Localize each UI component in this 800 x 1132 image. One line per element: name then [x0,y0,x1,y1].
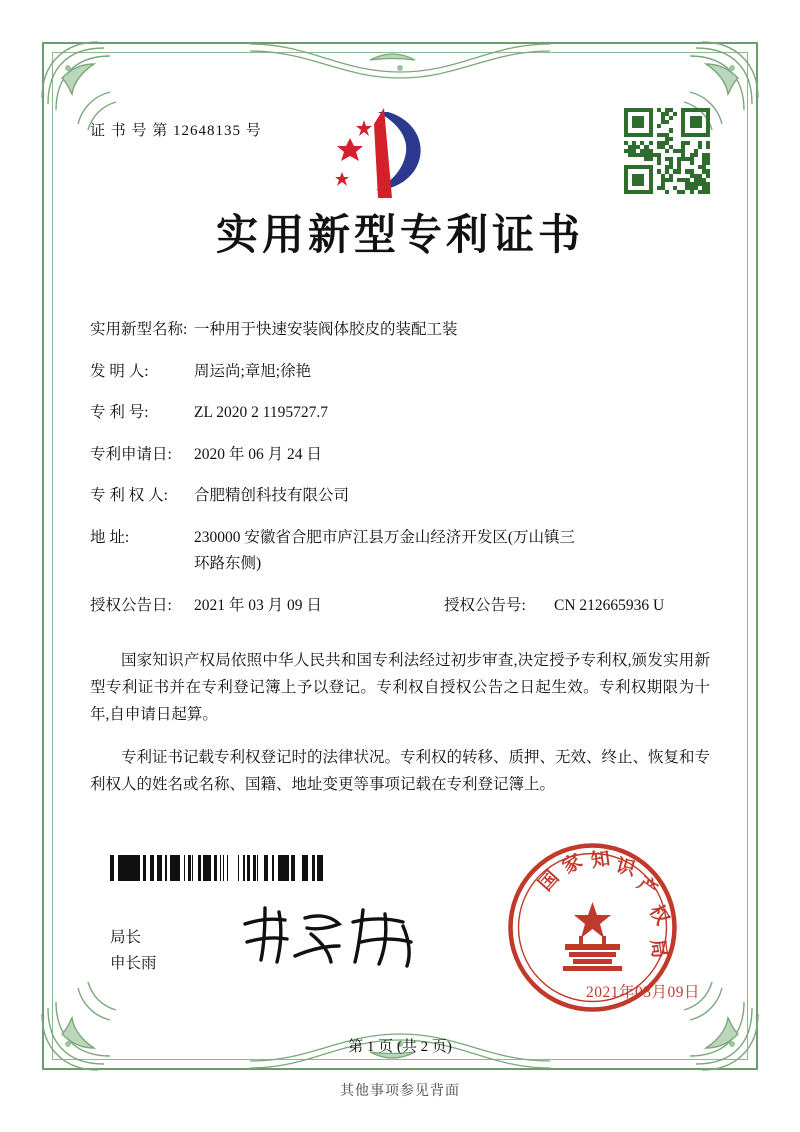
field-row-patentee [90,488,710,504]
field-label: 发 明 人: [90,362,149,380]
svg-text:知: 知 [589,847,612,872]
field-value: 合肥精创科技有限公司 [194,487,350,504]
field-value: 230000 安徽省合肥市庐江县万金山经济开发区(万山镇三 [194,528,576,546]
corner-ornament-icon [38,964,148,1074]
signature-block [110,925,157,978]
svg-text:局: 局 [646,937,671,960]
svg-text:识: 识 [613,854,638,881]
field-label: 专 利 号: [90,404,149,421]
field-label: 地 址: [90,528,130,546]
legal-paragraph-2: 专利证书记载专利权登记时的法律状况。专利权的转移、质押、无效、终止、恢复和专利权人的姓名或名称、国籍、地址变更等事项记载在专利登记簿上。 [90,748,711,793]
field-row-grant-announcement [90,598,710,614]
svg-text:家: 家 [558,849,586,879]
field-label: 专 利 权 人: [90,487,168,504]
field-row-address [90,530,710,572]
legal-paragraph-1: 国家知识产权局依照中华人民共和国专利法经过初步审查,决定授予专利权,颁发实用新型专利证书并在专利登记簿上予以登记。专利权自授权公告之日起生效。专利权期限为十年,自申请日起算。 [90,652,710,724]
field-value-group [194,530,710,572]
seal-date: 2021年03月09日 [585,984,700,1001]
signature-name: 申长雨 [110,955,157,973]
field-label: 实用新型名称: [90,321,188,338]
certificate-content [90,105,710,814]
field-label-grant-number: 授权公告号: [444,596,526,614]
certificate-number: 证 书 号 第 12648135 号 [90,123,262,139]
svg-text:国: 国 [534,866,564,896]
field-label-grant-date: 授权公告日: [90,596,172,614]
top-ornament-icon [250,38,550,84]
field-row-utility-model-name [90,322,710,338]
footnote: 其他事项参见背面 [340,1084,460,1099]
field-value-continued: 环路东侧) [194,555,262,572]
page-indicator: 第 1 页 (共 2 页) [348,1039,452,1055]
page-title: 实用新型专利证书 [215,210,584,259]
barcode [110,855,325,881]
field-row-inventor [90,364,710,380]
field-row-application-date [90,447,710,463]
svg-text:产: 产 [633,872,662,902]
signature-title: 局长 [110,929,142,946]
field-value: 一种用于快速安装阀体胶皮的装配工装 [194,321,458,338]
svg-text:权: 权 [644,900,674,929]
field-list [90,322,710,613]
handwritten-signature-icon [235,900,435,970]
field-value-grant-date: 2021 年 03 月 09 日 [194,596,322,614]
field-row-patent-number [90,405,710,421]
field-value-grant-number: CN 212665936 U [554,596,665,614]
field-value: ZL 2020 2 1195727.7 [194,404,329,421]
field-value: 周运尚;章旭;徐艳 [194,362,312,380]
field-label: 专利申请日: [90,445,172,463]
field-value: 2020 年 06 月 24 日 [194,445,322,463]
